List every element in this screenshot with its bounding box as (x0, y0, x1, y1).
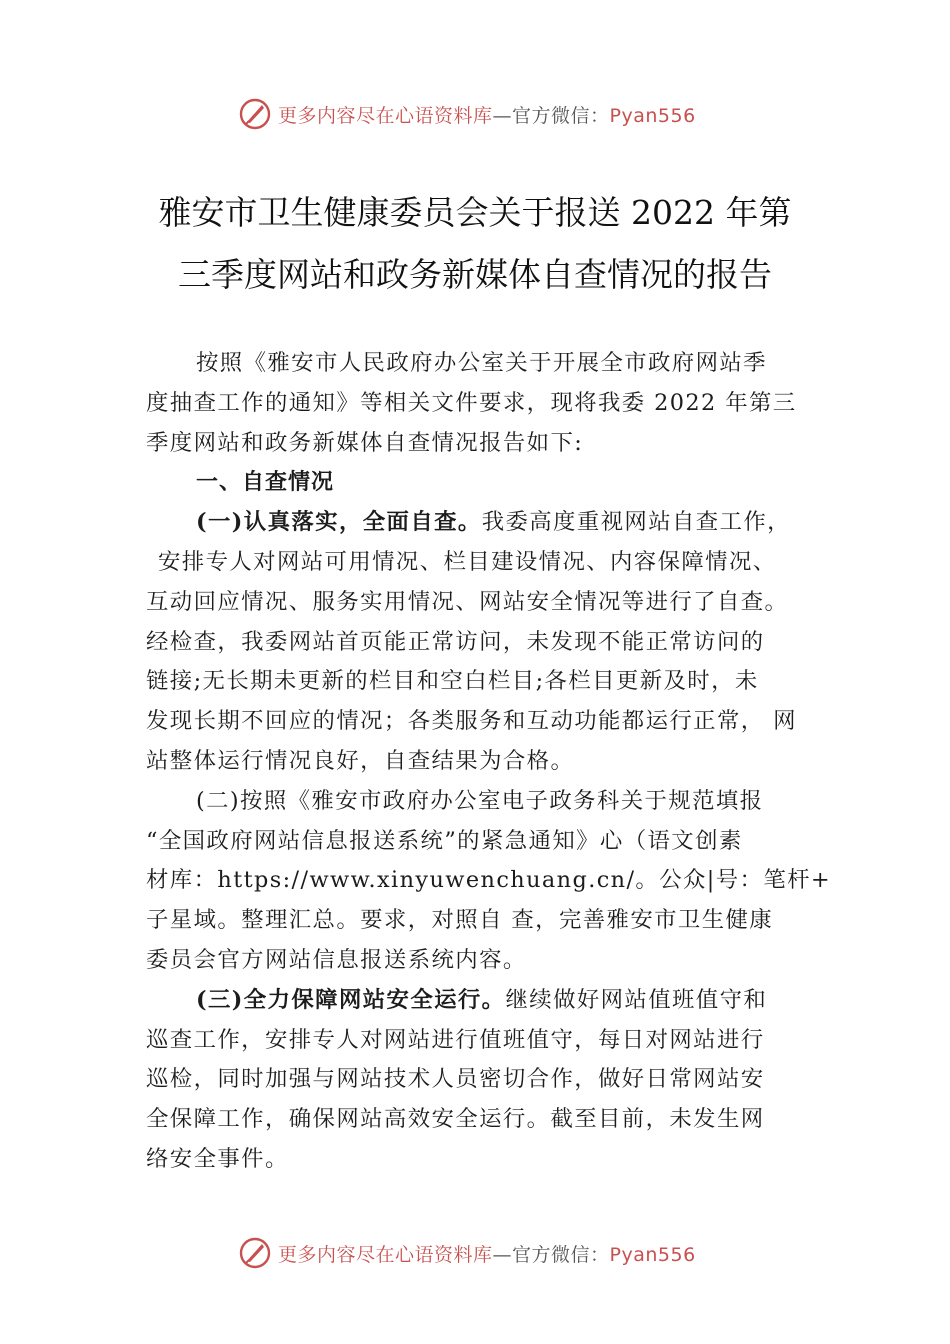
intro-line: 按照《雅安市人民政府办公室关于开展全市政府网站季 (196, 350, 767, 376)
banner-separator: — (492, 104, 513, 127)
paragraph-line: 巡检，同时加强与网站技术人员密切合作，做好日常网站安 (146, 1066, 765, 1093)
paragraph-line: “全国政府网站信息报送系统”的紧急通知》心（语文创素 (146, 827, 743, 854)
paragraph-line: 站整体运行情况良好，自查结果为合格。 (146, 747, 575, 774)
banner-prefix: 更多内容尽在心语资料库 (278, 1243, 493, 1266)
paragraph-line: 巡查工作，安排专人对网站进行值班值守，每日对网站进行 (146, 1026, 765, 1053)
section-heading: 一、自查情况 (196, 470, 335, 496)
section-lead: (一)认真落实，全面自查。 (196, 509, 482, 536)
paragraph-line (146, 981, 822, 1021)
banner-label: 官方微信： (512, 104, 610, 127)
paragraph-line: 委员会官方网站信息报送系统内容。 (146, 946, 527, 973)
document-body (146, 344, 832, 1180)
header-banner (238, 94, 696, 134)
quill-circle-icon (238, 1236, 272, 1270)
paragraph-line: 发现长期不回应的情况；各类服务和互动功能都运行正常， 网 (146, 708, 797, 735)
paragraph-line: 络安全事件。 (146, 1145, 289, 1172)
paragraph-text: 继续做好网站值班值守和 (505, 986, 768, 1013)
footer-banner (238, 1233, 696, 1273)
section-lead: (三)全力保障网站安全运行。 (196, 986, 506, 1013)
banner-label: 官方微信： (512, 1243, 610, 1266)
paragraph-line: (二)按照《雅安市政府办公室电子政务科关于规范填报 (196, 787, 764, 814)
banner-prefix: 更多内容尽在心语资料库 (278, 104, 493, 127)
paragraph-line: 互动回应情况、服务实用情况、网站安全情况等进行了自查。 (146, 588, 789, 615)
paragraph-line: 安排专人对网站可用情况、栏目建设情况、内容保障情况、 (158, 548, 777, 575)
banner-text (278, 101, 696, 128)
banner-separator: — (492, 1243, 513, 1266)
paragraph-line: 链接;无长期未更新的栏目和空白栏目;各栏目更新及时，未 (146, 668, 759, 695)
banner-wechat-id: Pyan556 (609, 1243, 696, 1266)
banner-wechat-id: Pyan556 (609, 104, 696, 127)
paragraph-line: 经检查，我委网站首页能正常访问，未发现不能正常访问的 (146, 628, 765, 655)
quill-circle-icon (238, 97, 272, 131)
paragraph-line (146, 503, 822, 543)
paragraph-line: 全保障工作，确保网站高效安全运行。截至目前，未发生网 (146, 1106, 765, 1133)
title-line-1: 雅安市卫生健康委员会关于报送 2022 年第 (158, 193, 792, 232)
paragraph-line: 子星域。整理汇总。要求，对照自 查，完善雅安市卫生健康 (146, 907, 774, 934)
title-line-2: 三季度网站和政务新媒体自查情况的报告 (178, 255, 772, 294)
document-title (140, 182, 810, 306)
paragraph-text: 我委高度重视网站自查工作， (481, 509, 791, 536)
intro-line: 季度网站和政务新媒体自查情况报告如下: (146, 429, 584, 456)
intro-line: 度抽查工作的通知》等相关文件要求，现将我委 2022 年第三 (146, 389, 797, 416)
paragraph-line: 材库：https://www.xinyuwenchuang.cn/。公众|号：笔杆+ (146, 867, 832, 894)
banner-text (278, 1240, 696, 1267)
